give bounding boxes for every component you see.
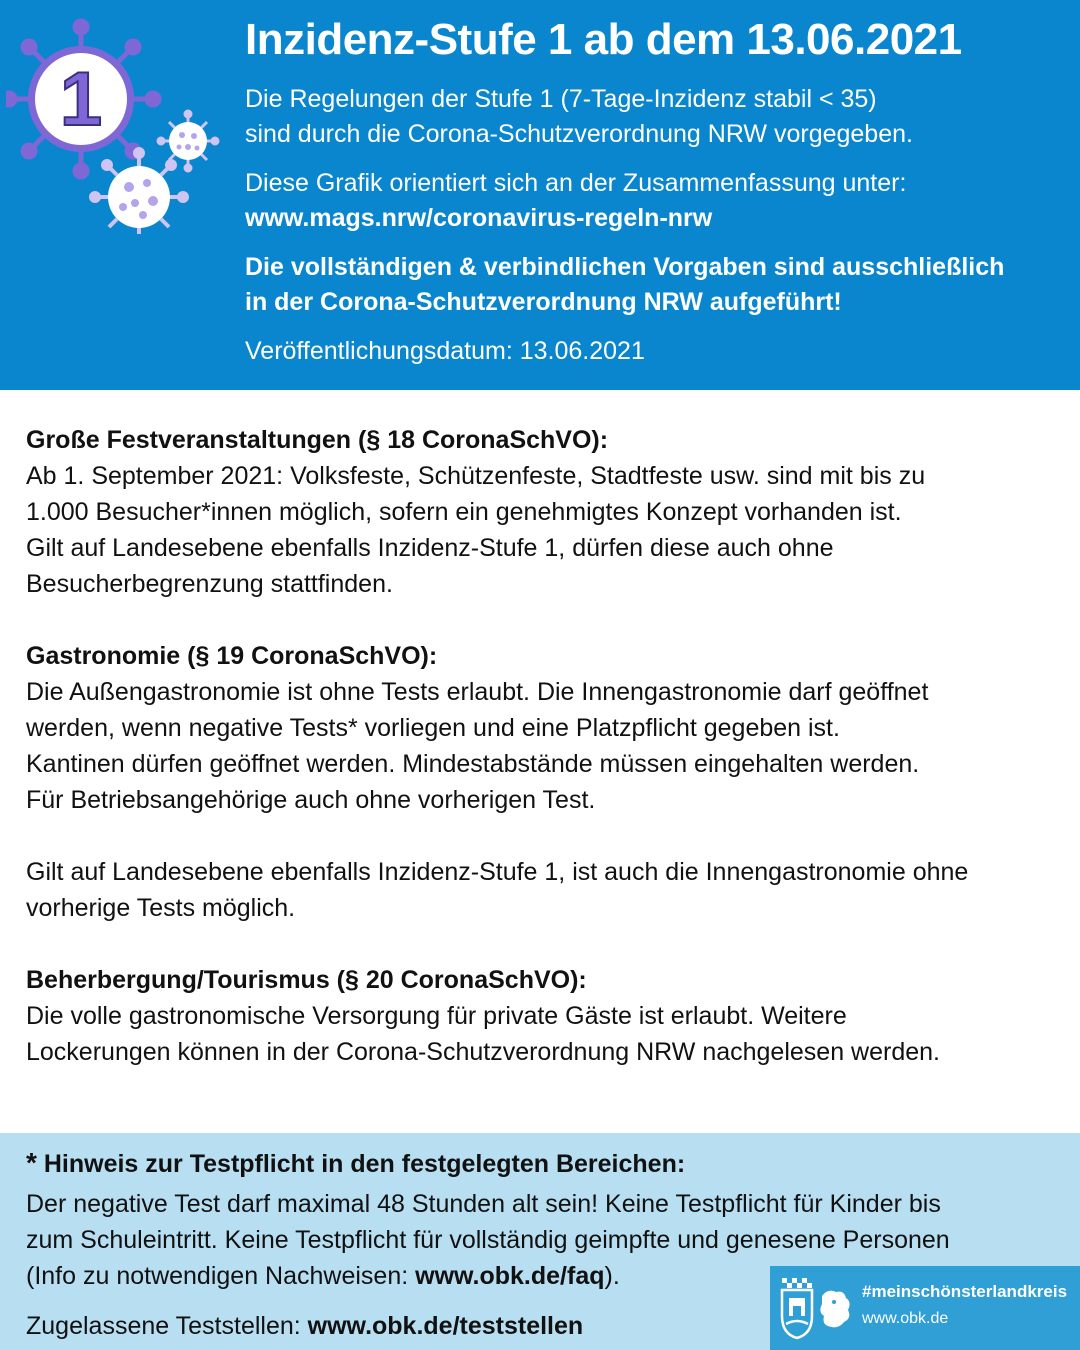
header-banner: [0, 0, 1080, 390]
summary-link[interactable]: www.mags.nrw/coronavirus-regeln-nrw: [245, 204, 713, 232]
section-line: Gilt auf Landesebene ebenfalls Inzidenz-Stufe 1, ist auch die Innengastronomie ohne: [26, 858, 969, 886]
section-festivals: [26, 422, 1066, 602]
section-line: vorherige Tests möglich.: [26, 894, 296, 922]
brand-url[interactable]: www.obk.de: [862, 1310, 949, 1327]
section-line: Die Außengastronomie ist ohne Tests erlaubt. Die Innengastronomie darf geöffnet: [26, 678, 929, 706]
section-line: Besucherbegrenzung stattfinden.: [26, 570, 393, 598]
brand-hashtag: #meinschönsterlandkreis: [862, 1282, 1068, 1301]
virus-badge-icon: [6, 14, 226, 234]
section-line: Kantinen dürfen geöffnet werden. Mindestabstände müssen eingehalten werden.: [26, 750, 920, 778]
test-notice-title-text: Hinweis zur Testpflicht in den festgelegten Bereichen:: [43, 1150, 686, 1178]
summary-text: Diese Grafik orientiert sich an der Zusammenfassung unter:: [245, 169, 907, 197]
section-line: Gilt auf Landesebene ebenfalls Inzidenz-Stufe 1, dürfen diese auch ohne: [26, 534, 834, 562]
faq-prefix: (Info zu notwendigen Nachweisen:: [26, 1262, 416, 1290]
test-centers-prefix: Zugelassene Teststellen:: [26, 1312, 308, 1340]
section-tourism: [26, 962, 1066, 1070]
section-line: Ab 1. September 2021: Volksfeste, Schützenfeste, Stadtfeste usw. sind mit bis zu: [26, 462, 926, 490]
brand-badge: [770, 1266, 1080, 1350]
faq-suffix: ).: [604, 1262, 620, 1290]
test-centers-link[interactable]: www.obk.de/teststellen: [307, 1312, 584, 1340]
footnote-star: *: [26, 1147, 37, 1178]
intro-line-1: Die Regelungen der Stufe 1 (7-Tage-Inzidenz stabil < 35): [245, 85, 877, 113]
section-title: Beherbergung/Tourismus (§ 20 CoronaSchVO):: [26, 966, 587, 994]
test-notice-line-1: Der negative Test darf maximal 48 Stunden alt sein! Keine Testpflicht für Kinder bis: [26, 1190, 941, 1218]
page-title: Inzidenz-Stufe 1 ab dem 13.06.2021: [245, 15, 962, 64]
section-line: Für Betriebsangehörige auch ohne vorherigen Test.: [26, 786, 596, 814]
section-gastronomy: [26, 638, 1066, 926]
publication-date: Veröffentlichungsdatum: 13.06.2021: [245, 337, 645, 365]
section-title: Gastronomie (§ 19 CoronaSchVO):: [26, 642, 438, 670]
county-coat-of-arms-icon: [778, 1274, 858, 1342]
rules-content: [26, 422, 1066, 1070]
section-line: 1.000 Besucher*innen möglich, sofern ein genehmigtes Konzept vorhanden ist.: [26, 498, 902, 526]
faq-link[interactable]: www.obk.de/faq: [415, 1262, 605, 1290]
stage-number: 1: [59, 57, 103, 142]
binding-notice-line-1: Die vollständigen & verbindlichen Vorgaben sind ausschließlich: [245, 253, 1005, 281]
intro-line-2: sind durch die Corona-Schutzverordnung NRW vorgegeben.: [245, 120, 913, 148]
test-notice-line-2: zum Schuleintritt. Keine Testpflicht für vollständig geimpfte und genesene Personen: [26, 1226, 950, 1254]
binding-notice-line-2: in der Corona-Schutzverordnung NRW aufgeführt!: [245, 288, 842, 316]
section-title: Große Festveranstaltungen (§ 18 CoronaSchVO):: [26, 426, 609, 454]
section-line: Lockerungen können in der Corona-Schutzverordnung NRW nachgelesen werden.: [26, 1038, 940, 1066]
section-line: Die volle gastronomische Versorgung für private Gäste ist erlaubt. Weitere: [26, 1002, 847, 1030]
test-notice-title: [26, 1145, 1071, 1182]
header-text: [245, 12, 1065, 369]
section-line: werden, wenn negative Tests* vorliegen und eine Platzpflicht gegeben ist.: [26, 714, 840, 742]
